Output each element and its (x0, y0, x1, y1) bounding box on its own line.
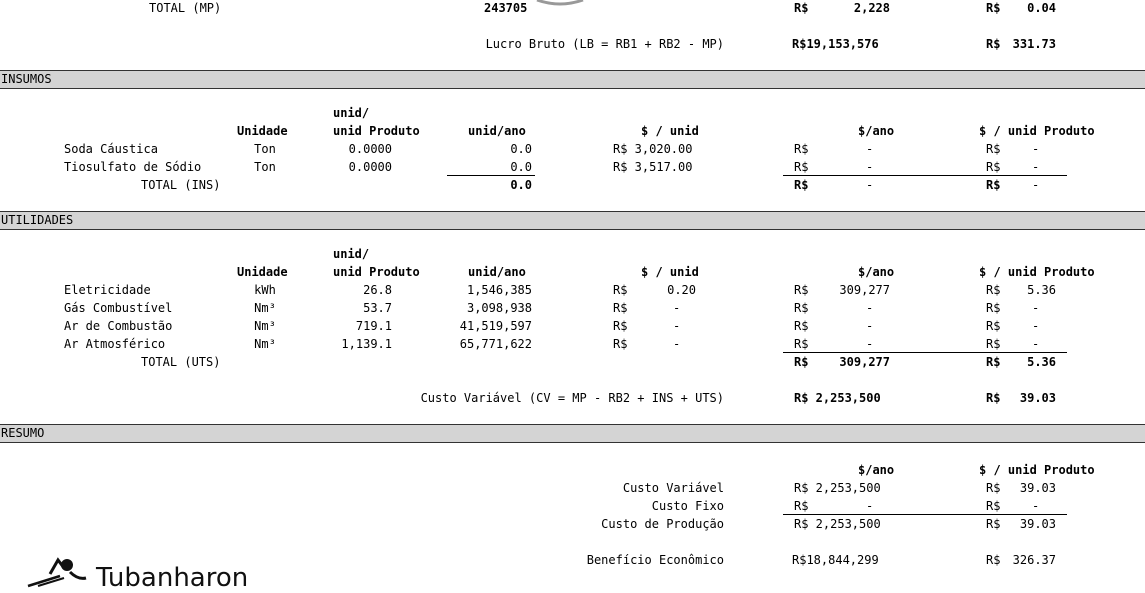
summary-unit-currency: R$ (986, 499, 1001, 513)
insumos-total-year-value: - (866, 178, 874, 192)
company-logo-text: Tubanharon (96, 563, 249, 593)
utility-price: 0.20 (667, 283, 696, 297)
insumo-unit-currency: R$ (986, 142, 1001, 156)
utility-year-currency: R$ (794, 337, 809, 351)
gross-profit-year-value: R$19,153,576 (792, 37, 879, 51)
utility-per-year: 41,519,597 (459, 319, 532, 333)
utility-unit-value: - (1032, 301, 1040, 315)
summary-year-currency: R$ (794, 499, 809, 513)
col-header-unid-per-year: unid/ano (468, 124, 526, 138)
summary-year-value: R$ 2,253,500 (794, 517, 881, 531)
insumo-unit: Ton (254, 142, 276, 156)
insumo-year-value: - (866, 142, 874, 156)
col-header-price-per-unit: $ / unid (641, 124, 699, 138)
utility-unit-currency: R$ (986, 301, 1001, 315)
utilidades-total-label: TOTAL (UTS) (141, 355, 221, 369)
col-header-cost-per-unit-product: $ / unid Produto (979, 463, 1095, 477)
utility-year-currency: R$ (794, 283, 809, 297)
utilidades-total-year-currency: R$ (794, 355, 809, 369)
insumo-name: Soda Cáustica (64, 142, 158, 156)
col-header-price-per-unit: $ / unid (641, 265, 699, 279)
utility-per-year: 3,098,938 (466, 301, 532, 315)
summary-label: Custo Variável (622, 481, 724, 495)
utilidades-total-unit-currency: R$ (986, 355, 1001, 369)
utility-year-value: 309,277 (839, 283, 890, 297)
insumo-name: Tiosulfato de Sódio (64, 160, 202, 174)
utility-unit-currency: R$ (986, 319, 1001, 333)
insumo-unit: Ton (254, 160, 276, 174)
summary-unit-value: 39.03 (1019, 481, 1056, 495)
insumo-per-year: 0.0 (510, 160, 532, 174)
section-header-resumo (0, 424, 1145, 443)
utility-name: Ar Atmosférico (64, 337, 166, 351)
utility-year-value: - (866, 301, 874, 315)
section-title-resumo: RESUMO (1, 426, 45, 440)
summary-unit-value: 39.03 (1019, 517, 1056, 531)
utility-unit: Nm³ (254, 337, 276, 351)
subtotal-rule (447, 175, 535, 176)
insumo-year-currency: R$ (794, 160, 809, 174)
insumo-unit-value: - (1032, 142, 1040, 156)
utility-year-currency: R$ (794, 301, 809, 315)
section-header-insumos (0, 70, 1145, 89)
insumo-unit-value: - (1032, 160, 1040, 174)
utility-unit: kWh (254, 283, 276, 297)
summary-year-value: - (866, 499, 874, 513)
utility-per-year: 1,546,385 (466, 283, 532, 297)
summary-label: Custo de Produção (601, 517, 724, 531)
col-header-cost-per-year: $/ano (858, 265, 895, 279)
utility-per-product: 53.7 (363, 301, 392, 315)
subtotal-rule (783, 175, 1067, 176)
utility-per-product: 26.8 (363, 283, 392, 297)
col-header-unidade: Unidade (237, 265, 288, 279)
utility-year-value: - (866, 337, 874, 351)
col-header-unid-per-year: unid/ano (468, 265, 526, 279)
col-header-cost-per-unit-product: $ / unid Produto (979, 124, 1095, 138)
variable-cost-unit-currency: R$ (986, 391, 1001, 405)
gross-profit-label: Lucro Bruto (LB = RB1 + RB2 - MP) (485, 37, 724, 51)
utility-price: - (673, 319, 681, 333)
mp-total-qty: 243705 (484, 1, 528, 15)
insumo-price: R$ 3,020.00 (613, 142, 693, 156)
utility-name: Ar de Combustão (64, 319, 173, 333)
col-header-unid-per-product-line2: unid Produto (333, 124, 420, 138)
insumos-total-per-year: 0.0 (510, 178, 532, 192)
utility-name: Eletricidade (64, 283, 151, 297)
utilidades-total-year-value: 309,277 (839, 355, 890, 369)
mp-total-year-value: 2,228 (853, 1, 890, 15)
col-header-unid-per-product-line1: unid/ (333, 106, 370, 120)
utility-unit-value: - (1032, 319, 1040, 333)
utility-name: Gás Combustível (64, 301, 173, 315)
insumo-year-currency: R$ (794, 142, 809, 156)
subtotal-rule (783, 352, 1067, 353)
section-title-utilidades: UTILIDADES (1, 213, 74, 227)
utility-unit-value: 5.36 (1027, 283, 1056, 297)
summary-label: Custo Fixo (651, 499, 724, 513)
utility-per-product: 719.1 (355, 319, 392, 333)
utility-unit: Nm³ (254, 319, 276, 333)
mp-total-unit-value: 0.04 (1027, 1, 1056, 15)
insumo-unit-currency: R$ (986, 160, 1001, 174)
economic-benefit-year-value: R$18,844,299 (792, 553, 879, 567)
variable-cost-label: Custo Variável (CV = MP - RB2 + INS + UTS) (420, 391, 724, 405)
col-header-unid-per-product-line1: unid/ (333, 247, 370, 261)
utility-price: - (673, 337, 681, 351)
insumo-per-year: 0.0 (510, 142, 532, 156)
summary-year-value: R$ 2,253,500 (794, 481, 881, 495)
insumos-total-unit-value: - (1032, 178, 1040, 192)
insumo-per-product: 0.0000 (348, 160, 392, 174)
col-header-cost-per-year: $/ano (858, 463, 895, 477)
col-header-cost-per-year: $/ano (858, 124, 895, 138)
utility-price-currency: R$ (613, 337, 628, 351)
economic-benefit-label: Benefício Econômico (586, 553, 724, 567)
summary-unit-value: - (1032, 499, 1040, 513)
insumo-per-product: 0.0000 (348, 142, 392, 156)
insumos-total-unit-currency: R$ (986, 178, 1001, 192)
utility-per-product: 1,139.1 (341, 337, 392, 351)
section-header-utilidades (0, 211, 1145, 230)
col-header-cost-per-unit-product: $ / unid Produto (979, 265, 1095, 279)
utility-unit-currency: R$ (986, 283, 1001, 297)
gross-profit-unit-value: 331.73 (1012, 37, 1056, 51)
utility-price-currency: R$ (613, 301, 628, 315)
col-header-unidade: Unidade (237, 124, 288, 138)
utilidades-total-unit-value: 5.36 (1027, 355, 1056, 369)
utility-year-currency: R$ (794, 319, 809, 333)
utility-price: - (673, 301, 681, 315)
mp-total-label: TOTAL (MP) (149, 1, 222, 15)
economic-benefit-unit-currency: R$ (986, 553, 1001, 567)
utility-price-currency: R$ (613, 283, 628, 297)
economic-benefit-unit-value: 326.37 (1012, 553, 1056, 567)
utility-year-value: - (866, 319, 874, 333)
summary-unit-currency: R$ (986, 481, 1001, 495)
utility-price-currency: R$ (613, 319, 628, 333)
variable-cost-unit-value: 39.03 (1019, 391, 1056, 405)
gross-profit-unit-currency: R$ (986, 37, 1001, 51)
utility-per-year: 65,771,622 (459, 337, 532, 351)
decorative-arc (535, 0, 585, 6)
insumo-year-value: - (866, 160, 874, 174)
insumos-total-label: TOTAL (INS) (141, 178, 221, 192)
summary-unit-currency: R$ (986, 517, 1001, 531)
insumos-total-year-currency: R$ (794, 178, 809, 192)
col-header-unid-per-product-line2: unid Produto (333, 265, 420, 279)
mp-total-year-currency: R$ (794, 1, 809, 15)
section-title-insumos: INSUMOS (1, 72, 52, 86)
subtotal-rule (783, 514, 1067, 515)
utility-unit-value: - (1032, 337, 1040, 351)
mp-total-unit-currency: R$ (986, 1, 1001, 15)
utility-unit: Nm³ (254, 301, 276, 315)
insumo-price: R$ 3,517.00 (613, 160, 693, 174)
variable-cost-year-value: R$ 2,253,500 (794, 391, 881, 405)
utility-unit-currency: R$ (986, 337, 1001, 351)
